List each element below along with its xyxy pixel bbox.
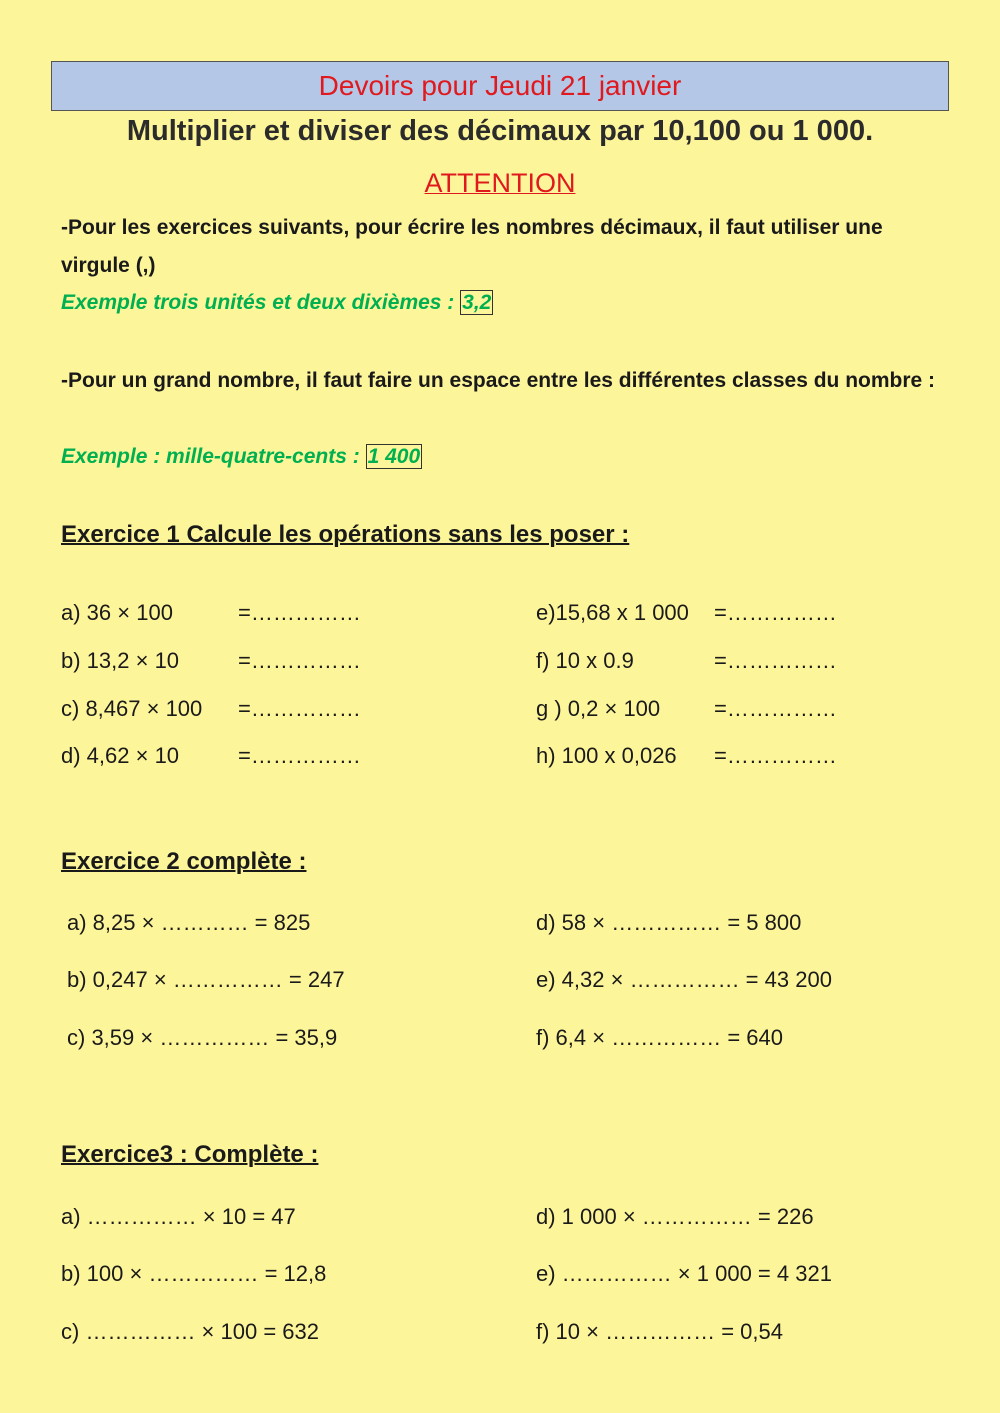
page-title: Multiplier et diviser des décimaux par 10,100 ou 1 000. (126, 115, 874, 147)
exercise-2-item-b: b) 0,247 × …………… = 247 (67, 967, 345, 992)
exercise-1-answer-blank: =…………… (714, 648, 837, 673)
exercise-1-item-c (61, 696, 361, 722)
exercise-1-title: Exercice 1 Calcule les opérations sans les poser : (61, 521, 630, 548)
exercise-3-title: Exercice3 : Complète : (61, 1141, 319, 1168)
exercise-2-item-c: c) 3,59 × …………… = 35,9 (67, 1025, 338, 1050)
exercise-1-op: c) 8,467 × 100 (61, 696, 203, 721)
exercise-2-item-d: d) 58 × …………… = 5 800 (536, 910, 802, 935)
exercise-1-item-b (61, 648, 361, 674)
exercise-1-answer-blank: =…………… (714, 696, 837, 721)
exercise-1-item-e (536, 600, 837, 626)
exercise-2-item-e: e) 4,32 × …………… = 43 200 (536, 967, 832, 992)
exercise-1-answer-blank: =…………… (714, 743, 837, 768)
attention-heading: ATTENTION (424, 168, 576, 198)
exercise-1-op: e)15,68 x 1 000 (536, 600, 689, 625)
rule-1-example (61, 291, 493, 315)
rule-2-text: -Pour un grand nombre, il faut faire un espace entre les différentes classes du nombre : (61, 369, 936, 392)
exercise-1-answer-blank: =…………… (238, 696, 361, 721)
exercise-1-op: a) 36 × 100 (61, 600, 173, 625)
rule-1-text: -Pour les exercices suivants, pour écrire les nombres décimaux, il faut utiliser une virgule (,) (61, 216, 883, 277)
header-title-box (51, 61, 949, 111)
exercise-1-answer-blank: =…………… (238, 648, 361, 673)
exercise-1-item-f (536, 648, 837, 674)
exercise-1-op: h) 100 x 0,026 (536, 743, 677, 768)
exercise-1-item-g (536, 696, 837, 722)
rule-1-example-label: Exemple trois unités et deux dixièmes : (61, 291, 461, 314)
exercise-2-item-f: f) 6,4 × …………… = 640 (536, 1025, 783, 1050)
rule-2-example-value: 1 400 (367, 445, 421, 468)
exercise-3-item-c: c) …………… × 100 = 632 (61, 1319, 319, 1344)
exercise-1-op: b) 13,2 × 10 (61, 648, 180, 673)
exercise-3-item-b: b) 100 × …………… = 12,8 (61, 1261, 327, 1286)
exercise-1-op: d) 4,62 × 10 (61, 743, 180, 768)
rule-2-example-label: Exemple : mille-quatre-cents : (61, 445, 366, 468)
exercise-1-item-h (536, 743, 837, 769)
exercise-1-answer-blank: =…………… (238, 600, 361, 625)
exercise-2-title: Exercice 2 complète : (61, 848, 307, 875)
exercise-1-op: f) 10 x 0.9 (536, 648, 634, 673)
exercise-1-answer-blank: =…………… (238, 743, 361, 768)
exercise-2-item-a: a) 8,25 × ………… = 825 (67, 910, 311, 935)
exercise-3-item-f: f) 10 × …………… = 0,54 (536, 1319, 783, 1344)
exercise-1-op: g ) 0,2 × 100 (536, 696, 661, 721)
exercise-1-item-a (61, 600, 361, 626)
rule-2-example (61, 445, 422, 469)
rule-1-example-value: 3,2 (462, 291, 492, 314)
exercise-3-item-d: d) 1 000 × …………… = 226 (536, 1204, 814, 1229)
header-title: Devoirs pour Jeudi 21 janvier (318, 70, 682, 101)
exercise-3-item-a: a) …………… × 10 = 47 (61, 1204, 296, 1229)
exercise-1-item-d (61, 743, 361, 769)
exercise-1-answer-blank: =…………… (714, 600, 837, 625)
exercise-3-item-e: e) …………… × 1 000 = 4 321 (536, 1261, 832, 1286)
